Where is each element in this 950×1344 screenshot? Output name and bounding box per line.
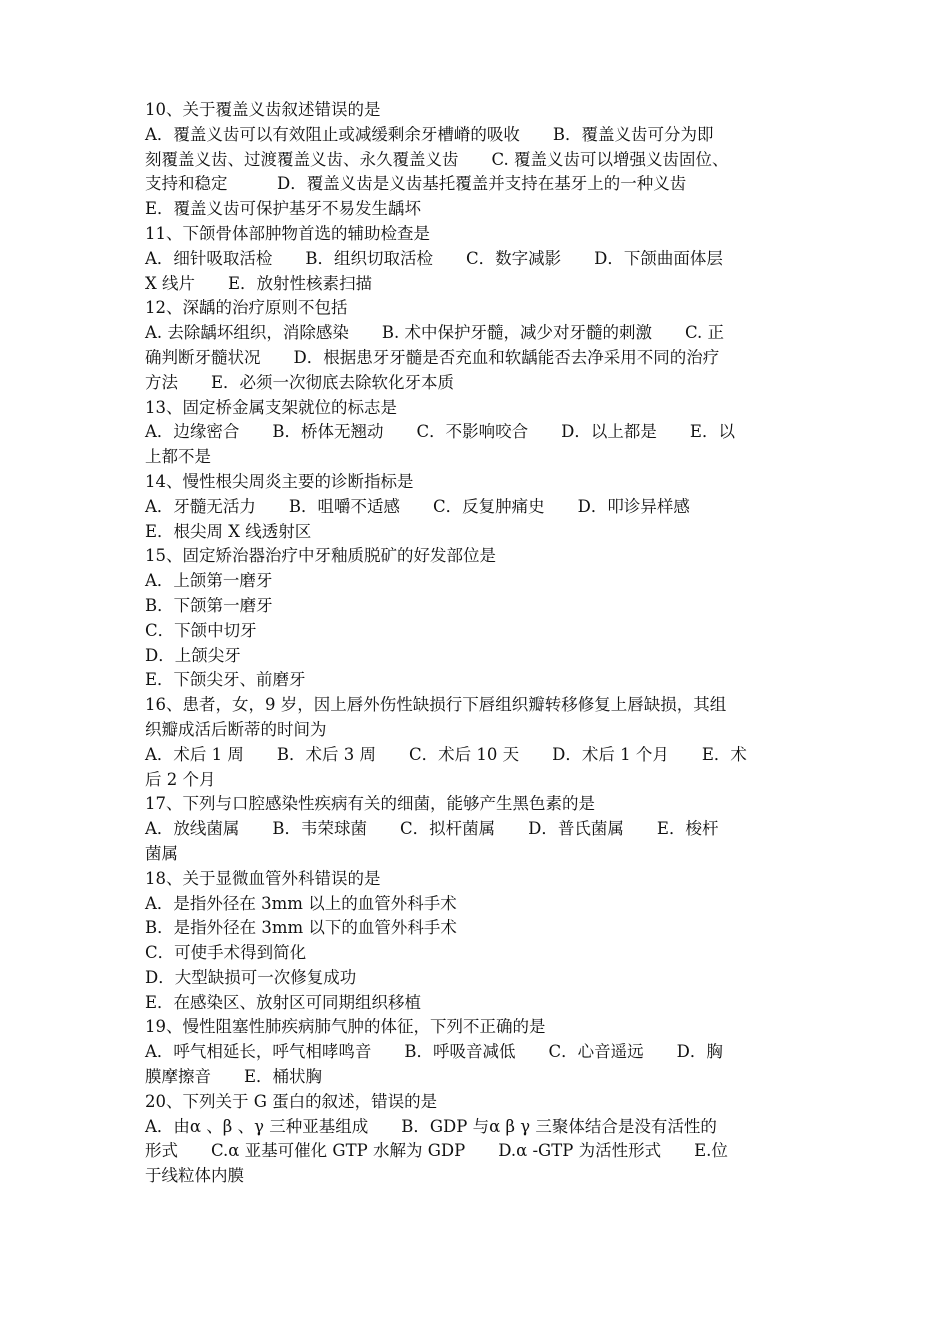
question-17-options-line-1: A．放线菌属 B．韦荣球菌 C．拟杆菌属 D．普氏菌属 E．梭杆 — [145, 819, 719, 839]
question-20-options-line-3: 于线粒体内膜 — [145, 1166, 244, 1186]
question-15-option-e: E．下颌尖牙、前磨牙 — [145, 670, 306, 690]
question-15-option-b: B．下颌第一磨牙 — [145, 595, 273, 615]
question-15-option-a: A．上颌第一磨牙 — [145, 571, 273, 591]
question-14-stem: 14、慢性根尖周炎主要的诊断指标是 — [145, 471, 414, 491]
question-13-options-line-2: 上都不是 — [145, 447, 211, 467]
question-15-stem: 15、固定矫治器治疗中牙釉质脱矿的好发部位是 — [145, 546, 496, 566]
question-17-stem: 17、下列与口腔感染性疾病有关的细菌，能够产生黑色素的是 — [145, 794, 595, 814]
question-13-options-line-1: A．边缘密合 B．桥体无翘动 C．不影响咬合 D．以上都是 E．以 — [145, 422, 735, 442]
question-15-option-c: C．下颌中切牙 — [145, 620, 257, 640]
question-18-option-e: E．在感染区、放射区可同期组织移植 — [145, 992, 422, 1012]
question-18-option-c: C．可使手术得到简化 — [145, 943, 307, 963]
question-10-options-line-1: A．覆盖义齿可以有效阻止或减缓剩余牙槽嵴的吸收 B．覆盖义齿可分为即 — [145, 124, 714, 144]
question-16-options-line-1: A．术后 1 周 B．术后 3 周 C．术后 10 天 D．术后 1 个月 E．术 — [145, 744, 747, 764]
document-page — [145, 98, 810, 1189]
question-13-stem: 13、固定桥金属支架就位的标志是 — [145, 397, 397, 417]
question-14-options-line-1: A．牙髓无活力 B．咀嚼不适感 C．反复肿痛史 D．叩诊异样感 — [145, 496, 690, 516]
question-14-options-line-2: E．根尖周 X 线透射区 — [145, 521, 312, 541]
question-12-options-line-2: 确判断牙髓状况 D．根据患牙牙髓是否充血和软龋能否去净采用不同的治疗 — [145, 347, 720, 367]
question-18-stem: 18、关于显微血管外科错误的是 — [145, 868, 381, 888]
question-18-option-b: B．是指外径在 3mm 以下的血管外科手术 — [145, 918, 457, 938]
question-10-options-line-4: E．覆盖义齿可保护基牙不易发生龋坏 — [145, 199, 422, 219]
question-10-stem: 10、关于覆盖义齿叙述错误的是 — [145, 100, 381, 119]
question-18-option-a: A．是指外径在 3mm 以上的血管外科手术 — [145, 893, 457, 913]
question-16-options-line-2: 后 2 个月 — [145, 769, 216, 789]
question-12-options-line-3: 方法 E．必须一次彻底去除软化牙本质 — [145, 372, 455, 392]
question-20-options-line-1: A．由α 、β 、γ 三种亚基组成 B．GDP 与α β γ 三聚体结合是没有活性的 — [145, 1116, 717, 1136]
question-19-options-line-1: A．呼气相延长，呼气相哮鸣音 B．呼吸音减低 C．心音遥远 D．胸 — [145, 1042, 723, 1062]
question-18-option-d: D．大型缺损可一次修复成功 — [145, 967, 357, 987]
question-16-stem-line-2: 织瓣成活后断蒂的时间为 — [145, 719, 327, 739]
question-17-options-line-2: 菌属 — [145, 843, 178, 863]
question-20-options-line-2: 形式 C.α 亚基可催化 GTP 水解为 GDP D.α -GTP 为活性形式 E.位 — [145, 1141, 728, 1161]
question-11-options-line-1: A．细针吸取活检 B．组织切取活检 C．数字减影 D．下颌曲面体层 — [145, 248, 723, 268]
question-11-stem: 11、下颌骨体部肿物首选的辅助检查是 — [145, 223, 430, 243]
question-15-option-d: D．上颌尖牙 — [145, 645, 241, 665]
question-10-options-line-3: 支持和稳定 D．覆盖义齿是义齿基托覆盖并支持在基牙上的一种义齿 — [145, 174, 687, 194]
question-16-stem-line-1: 16、患者，女，9 岁，因上唇外伤性缺损行下唇组织瓣转移修复上唇缺损，其组 — [145, 695, 727, 715]
question-19-stem: 19、慢性阻塞性肺疾病肺气肿的体征，下列不正确的是 — [145, 1017, 546, 1037]
question-11-options-line-2: X 线片 E．放射性核素扫描 — [145, 273, 373, 293]
question-19-options-line-2: 膜摩擦音 E．桶状胸 — [145, 1067, 323, 1087]
question-20-stem: 20、下列关于 G 蛋白的叙述，错误的是 — [145, 1091, 438, 1111]
question-12-stem: 12、深龋的治疗原则不包括 — [145, 298, 348, 318]
question-12-options-line-1: A. 去除龋坏组织，消除感染 B. 术中保护牙髓，减少对牙髓的刺激 C. 正 — [145, 323, 725, 343]
question-10-options-line-2: 刻覆盖义齿、过渡覆盖义齿、永久覆盖义齿 C. 覆盖义齿可以增强义齿固位、 — [145, 149, 729, 169]
